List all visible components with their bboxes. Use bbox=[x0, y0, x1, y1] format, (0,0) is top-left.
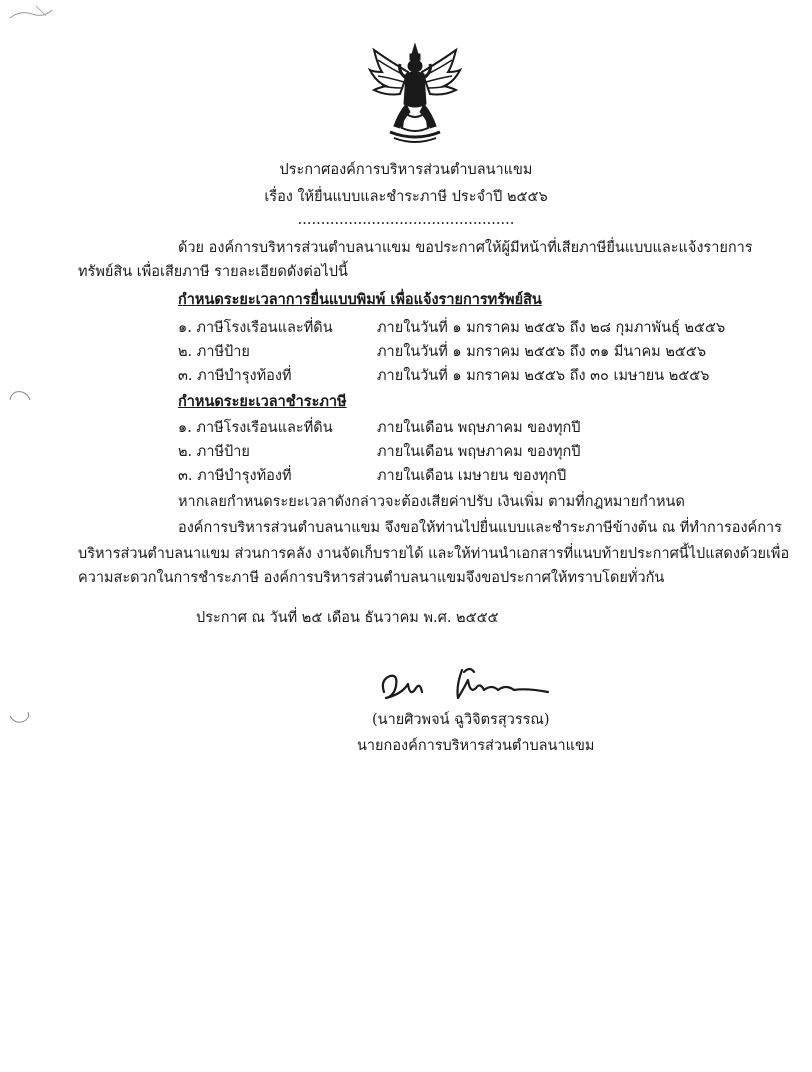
signatory-name: (นายศิวพจน์ ฉูวิจิตรสุวรรณ) bbox=[372, 712, 550, 728]
scan-mark-icon bbox=[6, 2, 56, 24]
filing-heading: กำหนดระยะเวลาการยื่นแบบพิมพ์ เพื่อแจ้งรายการทรัพย์สิน bbox=[178, 291, 542, 308]
filing-item-3-period: ภายในวันที่ ๑ มกราคม ๒๕๕๖ ถึง ๓๐ เมษายน ๒๕๕๖ bbox=[377, 368, 710, 384]
document-subject: เรื่อง ให้ยื่นแบบและชำระภาษี ประจำปี ๒๕๕๖ bbox=[264, 189, 548, 205]
payment-item-1-period: ภายในเดือน พฤษภาคม ของทุกปี bbox=[377, 420, 581, 436]
payment-item-3-label: ๓. ภาษีบำรุงท้องที่ bbox=[178, 468, 292, 484]
document-title: ประกาศองค์การบริหารส่วนตำบลนาแขม bbox=[279, 162, 533, 178]
signatory-position: นายกองค์การบริหารส่วนตำบลนาแขม bbox=[357, 738, 595, 754]
garuda-emblem-icon bbox=[368, 42, 462, 146]
scan-blemish-icon bbox=[6, 386, 36, 408]
header-divider: ............................................... bbox=[297, 212, 515, 228]
filing-item-2-label: ๒. ภาษีป้าย bbox=[178, 344, 250, 360]
filing-item-1-period: ภายในวันที่ ๑ มกราคม ๒๕๕๖ ถึง ๒๘ กุมภาพันธุ์ ๒๕๕๖ bbox=[377, 320, 726, 336]
body-line-1: องค์การบริหารส่วนตำบลนาแขม จึงขอให้ท่านไปยื่นแบบและชำระภาษีข้างต้น ณ ที่ทำการองค์การ bbox=[178, 520, 782, 536]
filing-item-2-period: ภายในวันที่ ๑ มกราคม ๒๕๕๖ ถึง ๓๑ มีนาคม ๒๕๕๖ bbox=[377, 344, 707, 360]
payment-item-2-period: ภายในเดือน พฤษภาคม ของทุกปี bbox=[377, 444, 581, 460]
intro-line-1: ด้วย องค์การบริหารส่วนตำบลนาแขม ขอประกาศให้ผู้มีหน้าที่เสียภาษียื่นแบบและแจ้งรายการ bbox=[178, 240, 753, 256]
payment-heading: กำหนดระยะเวลาชำระภาษี bbox=[178, 393, 347, 410]
body-line-3: ความสะดวกในการชำระภาษี องค์การบริหารส่วนตำบลนาแขมจึงขอประกาศให้ทราบโดยทั่วกัน bbox=[78, 570, 665, 586]
scan-blemish-icon bbox=[6, 706, 36, 732]
payment-item-1-label: ๑. ภาษีโรงเรือนและที่ดิน bbox=[178, 420, 333, 436]
body-line-2: บริหารส่วนตำบลนาแขม ส่วนการคลัง งานจัดเก็บรายได้ และให้ท่านนำเอกสารที่แนบท้ายประกาศนี้ไปแสดงด้วยเพื่อ bbox=[78, 546, 790, 562]
payment-item-3-period: ภายในเดือน เมษายน ของทุกปี bbox=[377, 468, 567, 484]
penalty-line: หากเลยกำหนดระยะเวลาดังกล่าวจะต้องเสียค่าปรับ เงินเพิ่ม ตามที่กฎหมายกำหนด bbox=[178, 494, 685, 510]
intro-line-2: ทรัพย์สิน เพื่อเสียภาษี รายละเอียดดังต่อไปนี้ bbox=[78, 264, 348, 280]
filing-item-1-label: ๑. ภาษีโรงเรือนและที่ดิน bbox=[178, 320, 333, 336]
signature-icon bbox=[376, 658, 566, 710]
filing-item-3-label: ๓. ภาษีบำรุงท้องที่ bbox=[178, 368, 292, 384]
payment-item-2-label: ๒. ภาษีป้าย bbox=[178, 444, 250, 460]
announcement-date: ประกาศ ณ วันที่ ๒๕ เดือน ธันวาคม พ.ศ. ๒๕๕๕ bbox=[196, 610, 499, 626]
